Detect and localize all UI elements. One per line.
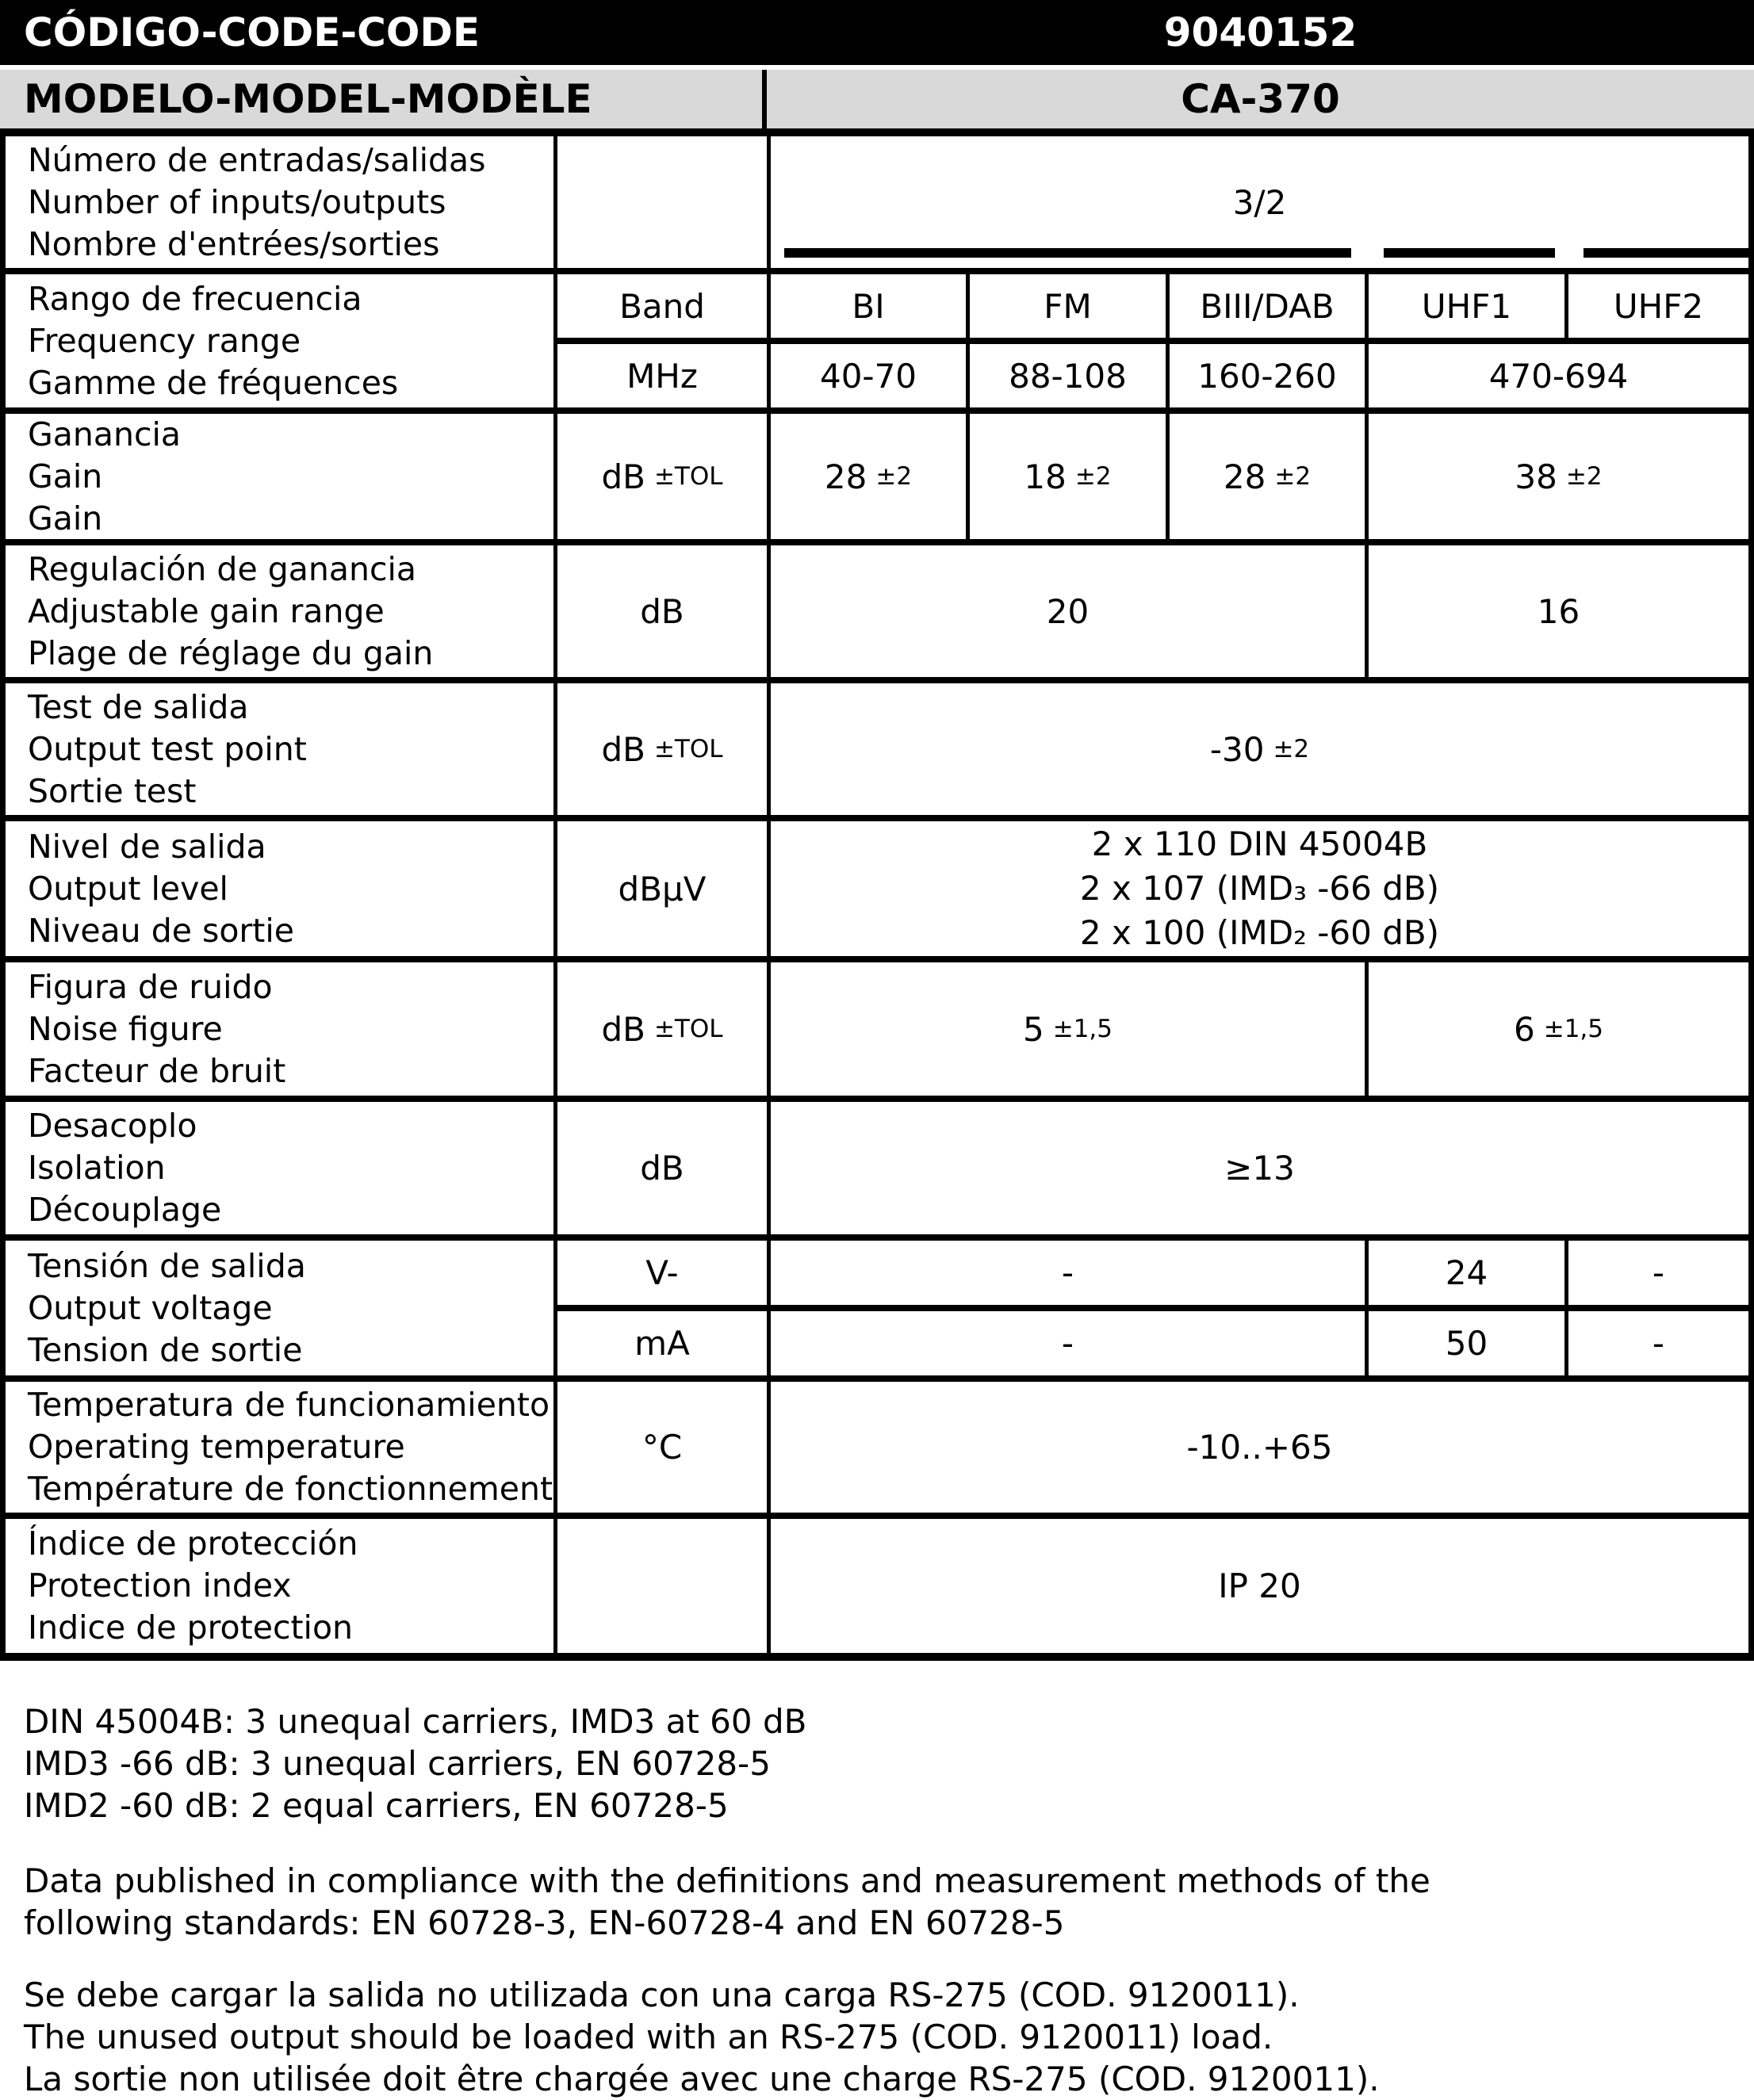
band-biii-dab: BIII/DAB xyxy=(1166,268,1365,338)
output-voltage-label: Tensión de salida Output voltage Tension de sortie xyxy=(6,1234,553,1375)
band-unit: Band xyxy=(553,268,767,338)
footer-notes xyxy=(0,1700,1754,2100)
range-biii-dab: 160-260 xyxy=(1166,338,1365,407)
note-line: Data published in compliance with the definitions and measurement methods of the xyxy=(24,1861,1430,1900)
temperature-unit: °C xyxy=(553,1375,767,1513)
noise-unit: dB ±TOL xyxy=(553,956,767,1096)
input-group-underline-uhf2 xyxy=(1584,248,1748,258)
voltage-uhf2: - xyxy=(1564,1234,1748,1305)
gain-bi: 28 ±2 xyxy=(767,407,966,539)
frequency-label: Rango de frecuencia Frequency range Gamme de fréquences xyxy=(6,268,553,407)
temperature-value: -10..+65 xyxy=(767,1375,1748,1513)
protection-label: Índice de protección Protection index Indice de protection xyxy=(6,1513,553,1653)
model-value: CA-370 xyxy=(1181,76,1340,122)
model-label: MODELO-MODEL-MODÈLE xyxy=(0,70,767,128)
band-uhf2: UHF2 xyxy=(1564,268,1748,338)
test-label: Test de salida Output test point Sortie test xyxy=(6,677,553,815)
band-fm: FM xyxy=(966,268,1166,338)
noise-uhf: 6 ±1,5 xyxy=(1365,956,1748,1096)
protection-value: IP 20 xyxy=(767,1513,1748,1653)
gain-biii-dab: 28 ±2 xyxy=(1166,407,1365,539)
note-line: following standards: EN 60728-3, EN-60728-4 and EN 60728-5 xyxy=(24,1903,1065,1942)
current-vhf: - xyxy=(767,1305,1365,1375)
gain-fm: 18 ±2 xyxy=(966,407,1166,539)
temperature-label: Temperatura de funcionamiento Operating temperature Température de fonctionnement xyxy=(6,1375,553,1513)
current-uhf1: 50 xyxy=(1365,1305,1564,1375)
load-notes xyxy=(24,1974,1754,2100)
gain-range-label: Regulación de ganancia Adjustable gain range Plage de réglage du gain xyxy=(6,539,553,677)
gain-range-vhf: 20 xyxy=(767,539,1365,677)
mhz-unit: MHz xyxy=(553,338,767,407)
noise-vhf: 5 ±1,5 xyxy=(767,956,1365,1096)
code-label: CÓDIGO-CODE-CODE xyxy=(24,10,480,55)
output-level-value: 2 x 110 DIN 45004B 2 x 107 (IMD₃ -66 dB) 2 x 100 (IMD₂ -60 dB) xyxy=(767,815,1748,956)
note-line: IMD3 -66 dB: 3 unequal carriers, EN 60728-5 xyxy=(24,1744,771,1783)
voltage-unit: V- xyxy=(553,1234,767,1305)
isolation-label: Desacoplo Isolation Découplage xyxy=(6,1096,553,1234)
note-line: DIN 45004B: 3 unequal carriers, IMD3 at 60 dB xyxy=(24,1702,807,1741)
test-value: -30 ±2 xyxy=(767,677,1748,815)
range-fm: 88-108 xyxy=(966,338,1166,407)
io-value: 3/2 xyxy=(1232,182,1287,222)
code-header-bar xyxy=(0,0,1754,65)
range-uhf: 470-694 xyxy=(1365,338,1748,407)
code-value: 9040152 xyxy=(1163,10,1358,55)
note-line: IMD2 -60 dB: 2 equal carriers, EN 60728-5 xyxy=(24,1786,729,1825)
standards-note xyxy=(24,1860,1754,1944)
band-uhf1: UHF1 xyxy=(1365,268,1564,338)
note-line: The unused output should be loaded with an RS-275 (COD. 9120011) load. xyxy=(24,2018,1273,2056)
io-label: Número de entradas/salidas Number of inputs/outputs Nombre d'entrées/sorties xyxy=(28,140,486,263)
note-line: La sortie non utilisée doit être chargée avec une charge RS-275 (COD. 9120011). xyxy=(24,2060,1380,2098)
io-unit-cell xyxy=(553,136,767,268)
output-level-label: Nivel de salida Output level Niveau de sortie xyxy=(6,815,553,956)
model-header-bar xyxy=(0,70,1754,128)
gain-unit: dB ±TOL xyxy=(553,407,767,539)
imd-notes xyxy=(24,1700,1754,1827)
gain-range-unit: dB xyxy=(553,539,767,677)
isolation-value: ≥13 xyxy=(767,1096,1748,1234)
gain-label: Ganancia Gain Gain xyxy=(6,407,553,539)
input-group-underline-vhf xyxy=(784,248,1351,258)
band-bi: BI xyxy=(767,268,966,338)
current-unit: mA xyxy=(553,1305,767,1375)
io-value-cell xyxy=(767,136,1748,268)
protection-unit xyxy=(553,1513,767,1653)
output-level-unit: dBμV xyxy=(553,815,767,956)
input-group-underline-uhf1 xyxy=(1384,248,1555,258)
voltage-uhf1: 24 xyxy=(1365,1234,1564,1305)
noise-label: Figura de ruido Noise figure Facteur de bruit xyxy=(6,956,553,1096)
isolation-unit: dB xyxy=(553,1096,767,1234)
test-unit: dB ±TOL xyxy=(553,677,767,815)
range-bi: 40-70 xyxy=(767,338,966,407)
note-line: Se debe cargar la salida no utilizada con una carga RS-275 (COD. 9120011). xyxy=(24,1976,1300,2014)
voltage-vhf: - xyxy=(767,1234,1365,1305)
gain-uhf: 38 ±2 xyxy=(1365,407,1748,539)
spec-table xyxy=(0,128,1754,1661)
current-uhf2: - xyxy=(1564,1305,1748,1375)
gain-range-uhf: 16 xyxy=(1365,539,1748,677)
